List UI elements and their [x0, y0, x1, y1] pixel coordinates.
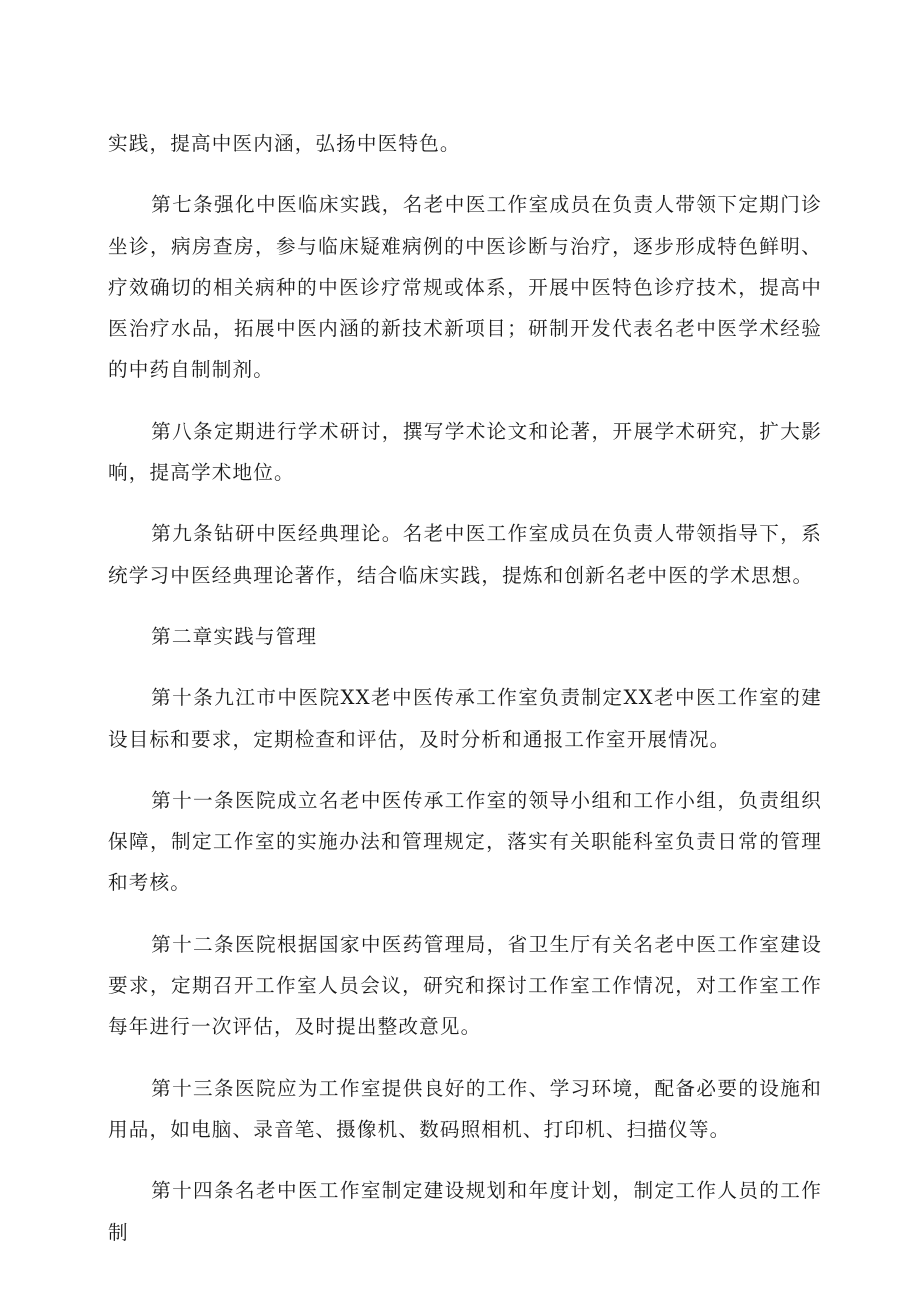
article-9-paragraph: 第九条钻研中医经典理论。名老中医工作室成员在负责人带领指导下，系统学习中医经典理论著作，结合临床实践，提炼和创新名老中医的学术思想。: [108, 522, 822, 587]
article-14-paragraph: 第十四条名老中医工作室制定建设规划和年度计划，制定工作人员的工作制: [108, 1179, 822, 1244]
document-body: [108, 123, 822, 1273]
article-11-paragraph: 第十一条医院成立名老中医传承工作室的领导小组和工作小组，负责组织保障，制定工作室的实施办法和管理规定，落实有关职能科室负责日常的管理和考核。: [108, 788, 822, 895]
article-12-paragraph: 第十二条医院根据国家中医药管理局，省卫生厅有关名老中医工作室建设要求，定期召开工作室人员会议，研究和探讨工作室工作情况，对工作室工作每年进行一次评估，及时提出整改意见。: [108, 932, 822, 1039]
chapter-2-heading: 第二章实践与管理: [151, 624, 318, 648]
paragraph-continuation: 实践，提高中医内涵，弘扬中医特色。: [108, 132, 461, 155]
article-10-paragraph: 第十条九江市中医院XX老中医传承工作室负责制定XX老中医工作室的建设目标和要求，定期检查和评估，及时分析和通报工作室开展情况。: [108, 686, 822, 751]
article-7-paragraph: 第七条强化中医临床实践，名老中医工作室成员在负责人带领下定期门诊坐诊，病房查房，参与临床疑难病例的中医诊断与治疗，逐步形成特色鲜明、疗效确切的相关病种的中医诊疗常规或体系，开展中医特色诊疗技术，提高中医治疗水品，拓展中医内涵的新技术新项目；研制开发代表名老中医学术经验的中药自制制剂。: [108, 193, 822, 382]
article-8-paragraph: 第八条定期进行学术研讨，撰写学术论文和论著，开展学术研究，扩大影响，提高学术地位。: [108, 419, 822, 485]
article-13-paragraph: 第十三条医院应为工作室提供良好的工作、学习环境，配备必要的设施和用品，如电脑、录音笔、摄像机、数码照相机、打印机、扫描仪等。: [108, 1076, 822, 1141]
